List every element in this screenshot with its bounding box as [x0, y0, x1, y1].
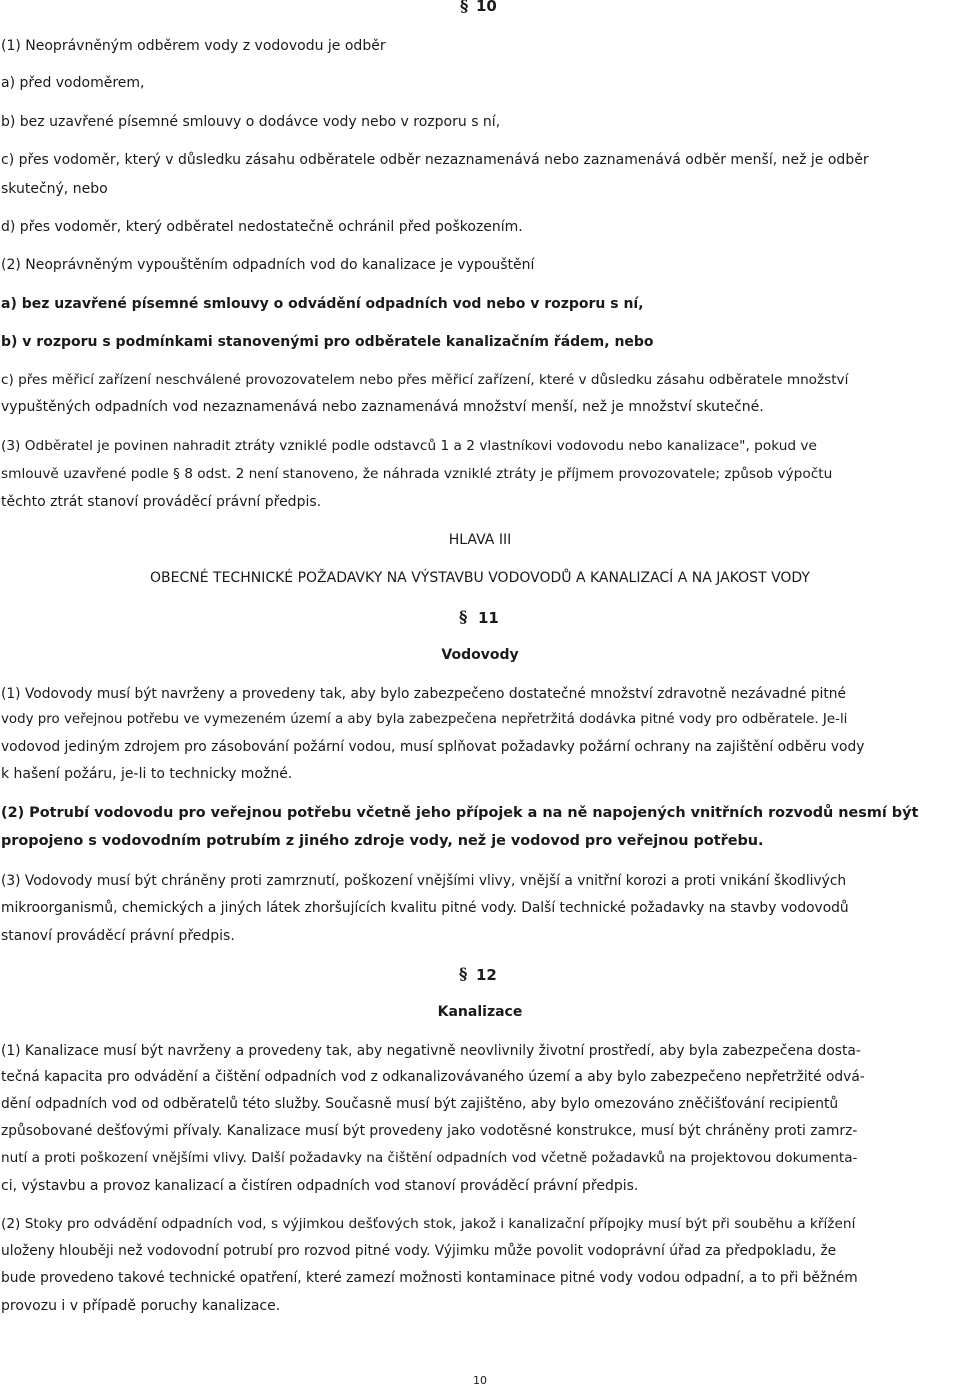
list-item: c) přes měřicí zařízení neschválené provozovatelem nebo přes měřicí zařízení, které v důsledku zásahu odběratele množství [1, 372, 849, 388]
paragraph-line: způsobované dešťovými přívaly. Kanalizace musí být provedeny jako vodotěsné konstrukce, musí být chráněny proti zamrz- [1, 1123, 858, 1139]
paragraph-line: vodovod jediným zdrojem pro zásobování požární vodou, musí splňovat požadavky požární ochrany na zajištění odběru vody [1, 739, 865, 755]
paragraph-line: uloženy hlouběji než vodovodní potrubí pro rozvod pitné vody. Výjimku může povolit vodoprávní úřad za předpokladu, že [1, 1243, 837, 1259]
paragraph-line: (3) Vodovody musí být chráněny proti zamrznutí, poškození vnějšími vlivy, vnější a vnitřní korozi a proti vnikání škodlivých [1, 873, 847, 889]
list-item: b) v rozporu s podmínkami stanovenými pro odběratele kanalizačním řádem, nebo [1, 334, 654, 350]
page-number: 10 [473, 1374, 487, 1387]
paragraph-line: tečná kapacita pro odvádění a čištění odpadních vod z odkanalizovávaného území a aby bylo zabezpečeno nepřetržité odvá- [1, 1069, 865, 1085]
paragraph-line: stanoví prováděcí právní předpis. [1, 928, 235, 944]
list-item: a) bez uzavřené písemné smlouvy o odvádění odpadních vod nebo v rozporu s ní, [1, 296, 644, 312]
paragraph-line: smlouvě uzavřené podle § 8 odst. 2 není stanoveno, že náhrada vzniklé ztráty je příjmem provozovatele; způsob výpočtu [1, 466, 833, 482]
paragraph-line: (1) Vodovody musí být navrženy a provedeny tak, aby bylo zabezpečeno dostatečné množství zdravotně nezávadné pitné [1, 686, 846, 702]
paragraph-line: provozu i v případě poruchy kanalizace. [1, 1298, 281, 1314]
paragraph-line: vody pro veřejnou potřebu ve vymezeném území a aby byla zabezpečena nepřetržitá dodávka pitné vody pro odběratele. Je-li [1, 712, 848, 727]
chapter-title: HLAVA III [448, 532, 512, 548]
paragraph-line: mikroorganismů, chemických a jiných látek zhoršujících kvalitu pitné vody. Další technické požadavky na stavby vodovodů [1, 900, 849, 916]
list-item: d) přes vodoměr, který odběratel nedostatečně ochránil před poškozením. [1, 219, 523, 235]
section-number: 12 [476, 966, 497, 984]
paragraph-line: (1) Neoprávněným odběrem vody z vodovodu je odběr [1, 38, 386, 54]
list-item: c) přes vodoměr, který v důsledku zásahu odběratele odběr nezaznamenává nebo zaznamenává odběr menší, než je odběr [1, 152, 869, 168]
list-item: a) před vodoměrem, [1, 75, 145, 91]
paragraph-line: k hašení požáru, je-li to technicky možné. [1, 766, 293, 782]
paragraph-line: (2) Neoprávněným vypouštěním odpadních vod do kanalizace je vypouštění [1, 257, 535, 273]
list-item: vypuštěných odpadních vod nezaznamenává nebo zaznamenává množství menší, než je množství skutečné. [1, 399, 764, 415]
paragraph-line: (2) Potrubí vodovodu pro veřejnou potřebu včetně jeho přípojek a na ně napojených vnitřních rozvodů nesmí být [1, 805, 919, 821]
section-title: Vodovody [441, 647, 519, 663]
section-sign-icon: § [459, 607, 468, 626]
section-number: 10 [476, 0, 497, 15]
section-number: 11 [478, 609, 499, 627]
paragraph-line: dění odpadních vod od odběratelů této služby. Současně musí být zajištěno, aby bylo omezováno zněčišťování recipientů [1, 1096, 839, 1112]
section-title: Kanalizace [437, 1004, 523, 1020]
paragraph-line: bude provedeno takové technické opatření, které zamezí možnosti kontaminace pitné vody vodou odpadní, a to při běžném [1, 1270, 858, 1286]
list-item: skutečný, nebo [1, 181, 108, 197]
list-item: b) bez uzavřené písemné smlouvy o dodávce vody nebo v rozporu s ní, [1, 114, 501, 130]
section-sign-icon: § [460, 0, 469, 15]
paragraph-line: (3) Odběratel je povinen nahradit ztráty vzniklé podle odstavců 1 a 2 vlastníkovi vodovodu nebo kanalizace", pokud ve [1, 438, 817, 454]
section-sign-icon: § [459, 964, 468, 983]
paragraph-line: ci, výstavbu a provoz kanalizací a čistíren odpadních vod stanoví prováděcí právní předpis. [1, 1178, 639, 1194]
paragraph-line: (1) Kanalizace musí být navrženy a provedeny tak, aby negativně neovlivnily životní prostředí, aby byla zabezpečena dosta- [1, 1043, 861, 1059]
paragraph-line: (2) Stoky pro odvádění odpadních vod, s výjimkou dešťových stok, jakož i kanalizační přípojky musí být při souběhu a křížení [1, 1216, 856, 1232]
paragraph-line: nutí a proti poškození vnějšími vlivy. Další požadavky na čištění odpadních vod včetně požadavků na projektovou dokumenta- [1, 1150, 858, 1166]
chapter-subtitle: OBECNÉ TECHNICKÉ POŽADAVKY NA VÝSTAVBU VODOVODŮ A KANALIZACÍ A NA JAKOST VODY [150, 570, 810, 586]
paragraph-line: těchto ztrát stanoví prováděcí právní předpis. [1, 494, 322, 510]
paragraph-line: propojeno s vodovodním potrubím z jiného zdroje vody, než je vodovod pro veřejnou potřebu. [1, 833, 764, 849]
